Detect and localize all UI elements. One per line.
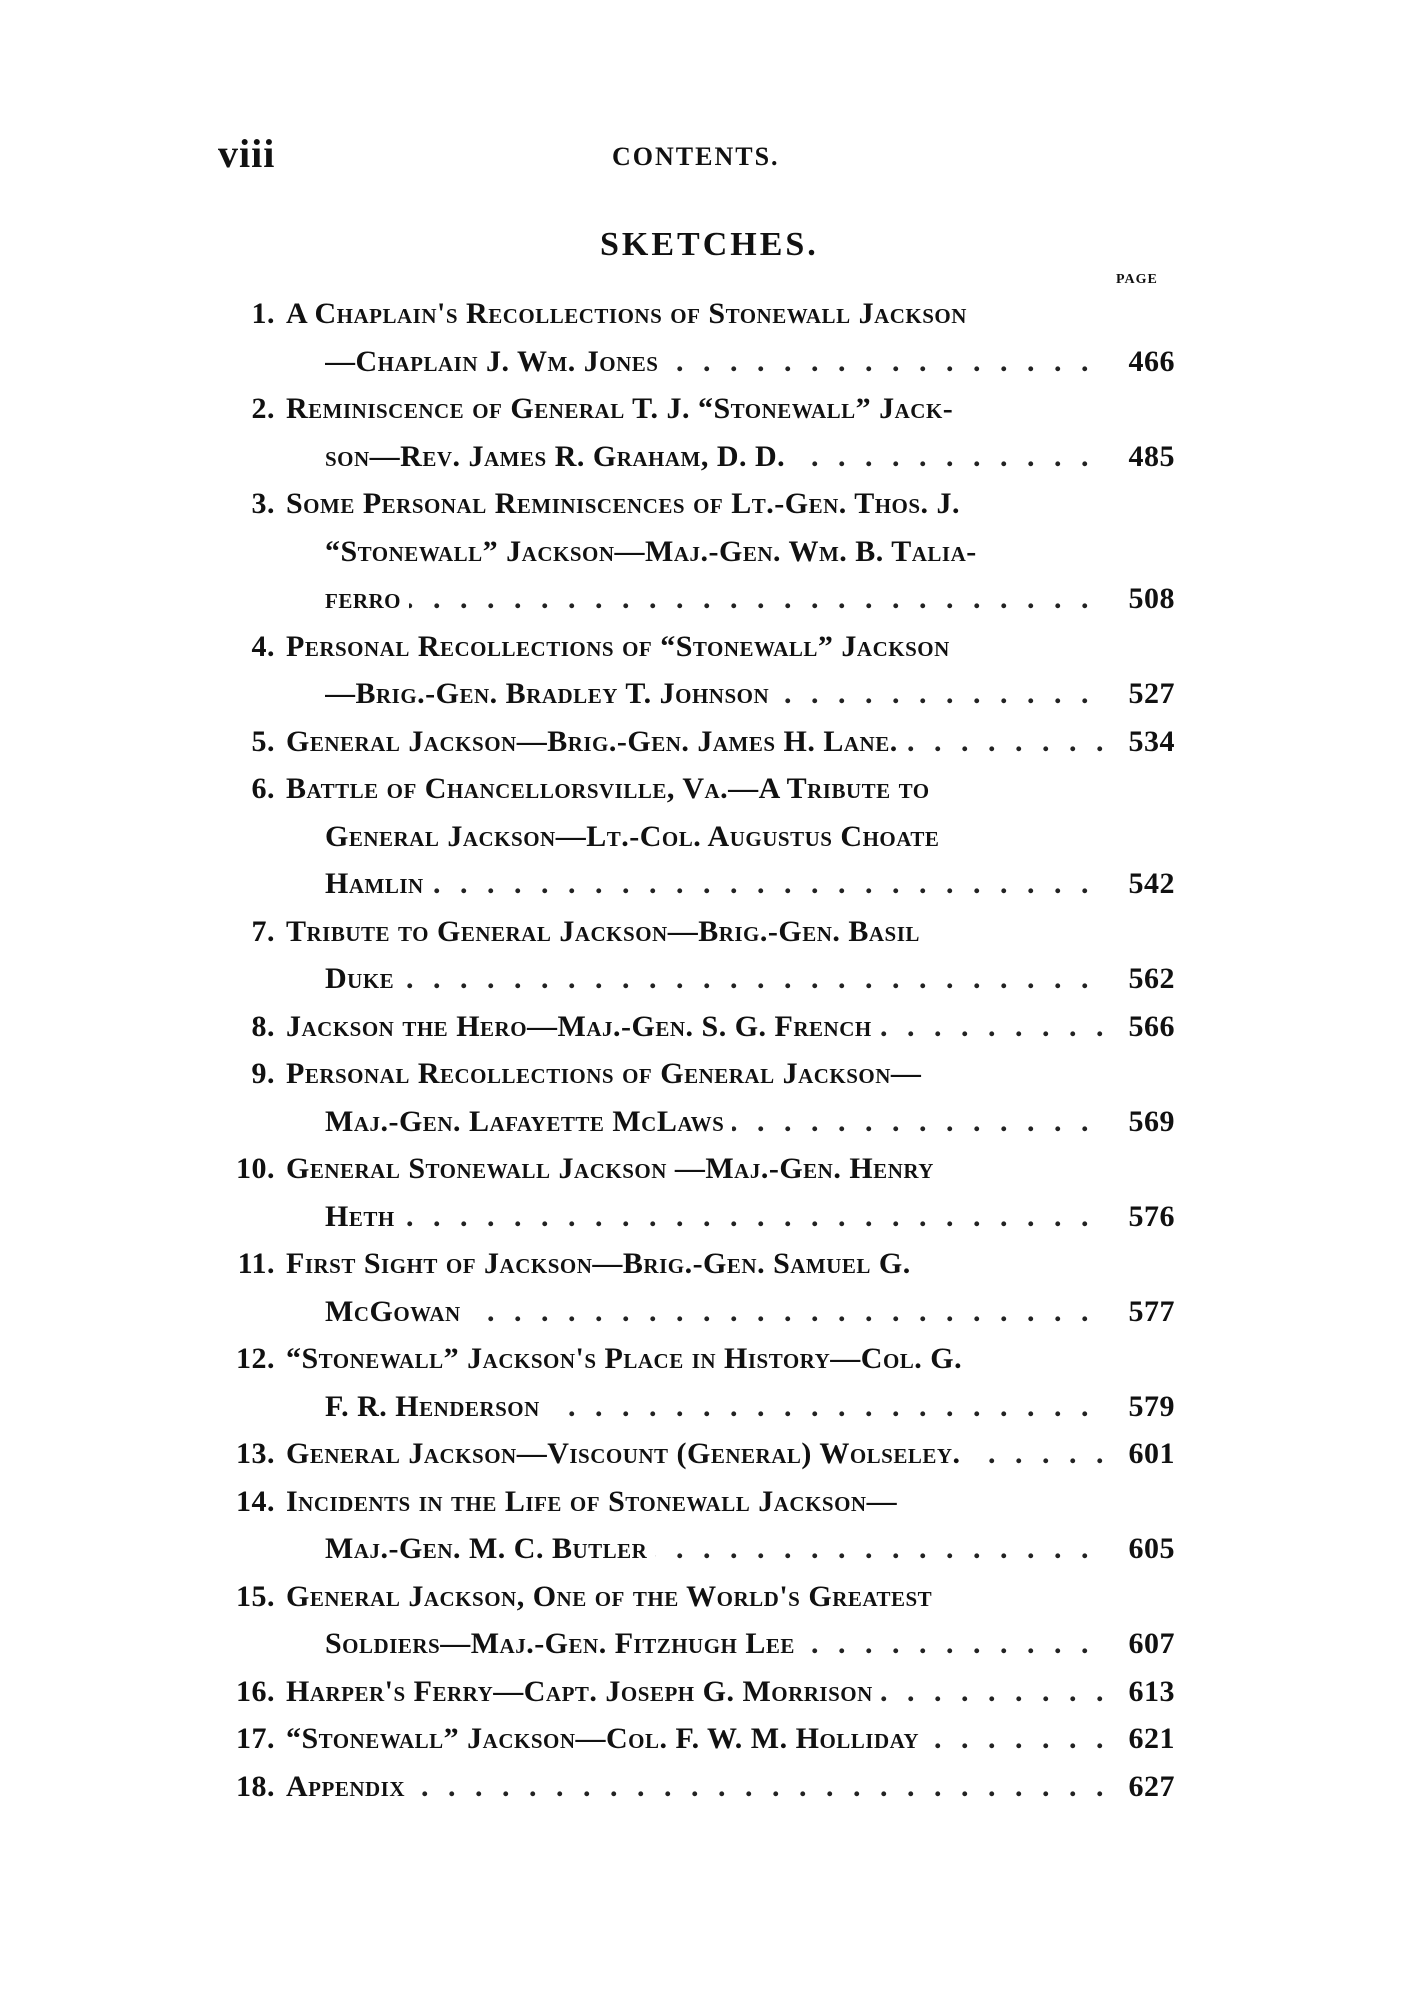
entry-title-text	[286, 908, 1105, 956]
entry-title: General Jackson—Brig.-Gen. James H. Lane.	[286, 725, 906, 758]
entry-number: 1.	[251, 297, 275, 330]
entry-title-text	[325, 575, 1105, 623]
entry-number: 6.	[251, 772, 275, 805]
entry-page-number: 566	[1128, 1009, 1175, 1043]
entry-page-number: 562	[1128, 962, 1175, 995]
entry-title: Some Personal Reminiscences of Lt.-Gen. Thos. J.	[286, 487, 968, 520]
entry-title-text	[325, 955, 1105, 1003]
entry-title: Maj.-Gen. M. C. Butler	[325, 1532, 655, 1565]
toc-entry-line	[215, 860, 1175, 908]
entry-title: Tribute to General Jackson—Brig.-Gen. Basil	[286, 915, 928, 948]
entry-page-number: 466	[1128, 344, 1175, 378]
toc-entry-line	[215, 1098, 1175, 1146]
entry-title-text	[286, 1573, 1105, 1621]
entry-title-text	[286, 623, 1105, 671]
toc-entry-line	[215, 575, 1175, 623]
entry-title: son—Rev. James R. Graham, D. D.	[325, 440, 793, 473]
entry-title-text	[286, 1715, 1105, 1763]
entry-title-text	[286, 1478, 1105, 1526]
entry-title: ferro	[325, 582, 409, 615]
toc-entry	[215, 1430, 1175, 1478]
entry-title: General Jackson, One of the World's Greatest	[286, 1580, 940, 1613]
entry-number: 7.	[251, 914, 275, 948]
toc-entry	[215, 1240, 1175, 1335]
running-head: CONTENTS.	[612, 142, 780, 171]
entry-title-text	[286, 1335, 1105, 1383]
toc-entry	[215, 1145, 1175, 1240]
toc-entry-line	[215, 1430, 1175, 1478]
entry-number: 10.	[236, 1152, 275, 1185]
entry-title: Incidents in the Life of Stonewall Jackson—	[286, 1485, 905, 1518]
entry-page-number: 579	[1128, 1389, 1175, 1423]
entry-title: Soldiers—Maj.-Gen. Fitzhugh Lee	[325, 1627, 803, 1660]
entry-number: 4.	[251, 629, 275, 663]
entry-title: F. R. Henderson	[325, 1390, 548, 1423]
entry-number: 12.	[236, 1342, 275, 1375]
entry-number: 3.	[251, 487, 275, 520]
toc-entry-line	[215, 1715, 1175, 1763]
entry-number: 18.	[236, 1769, 275, 1803]
entry-title: Appendix	[286, 1770, 413, 1803]
entry-page-number: 627	[1128, 1769, 1175, 1803]
entry-title: Reminiscence of General T. J. “Stonewall” Jack-	[286, 392, 961, 425]
toc-entry-line	[215, 1193, 1175, 1241]
entry-page-number: 621	[1128, 1722, 1175, 1755]
entry-page-number: 605	[1128, 1532, 1175, 1565]
entry-title-text	[325, 1193, 1105, 1241]
entry-title: —Brig.-Gen. Bradley T. Johnson	[325, 677, 777, 710]
entry-title-text	[286, 1240, 1105, 1288]
section-title: SKETCHES.	[600, 226, 819, 263]
entry-title-text	[325, 1525, 1105, 1573]
toc-entry-line	[215, 1668, 1175, 1716]
entry-number: 13.	[236, 1437, 275, 1470]
toc-entry-line	[215, 1525, 1175, 1573]
entry-title: A Chaplain's Recollections of Stonewall Jackson	[286, 297, 975, 330]
entry-number: 8.	[251, 1009, 275, 1043]
toc-entry-line	[215, 528, 1175, 576]
entry-page-number: 542	[1128, 867, 1175, 900]
entry-title: First Sight of Jackson—Brig.-Gen. Samuel G.	[286, 1247, 919, 1280]
toc-entry-line	[215, 1478, 1175, 1526]
entry-page-number: 569	[1128, 1104, 1175, 1138]
toc-entry	[215, 765, 1175, 908]
toc-entry	[215, 1335, 1175, 1430]
entry-title-text	[325, 433, 1105, 481]
entry-title: Duke	[325, 962, 402, 995]
toc-entry	[215, 1668, 1175, 1716]
entry-title-text	[325, 1288, 1105, 1336]
entry-number: 14.	[236, 1484, 275, 1518]
entry-title-text	[286, 1003, 1105, 1051]
entry-number: 9.	[251, 1057, 275, 1090]
entry-title-text	[286, 718, 1105, 766]
toc-entry-line	[215, 670, 1175, 718]
entry-number: 15.	[236, 1579, 275, 1613]
entry-title-text	[325, 338, 1105, 386]
entry-title: McGowan	[325, 1295, 469, 1328]
entry-title-text	[325, 813, 1105, 861]
entry-title-text	[325, 1620, 1105, 1668]
toc-entry-line	[215, 623, 1175, 671]
toc-entry-line	[215, 1573, 1175, 1621]
entry-title: —Chaplain J. Wm. Jones	[325, 345, 666, 378]
entry-title-text	[286, 290, 1105, 338]
toc-entry-line	[215, 1288, 1175, 1336]
entry-title-text	[325, 670, 1105, 718]
toc-entry-line	[215, 955, 1175, 1003]
entry-title: “Stonewall” Jackson—Col. F. W. M. Holliday	[286, 1722, 927, 1755]
entry-title-text	[325, 528, 1105, 576]
entry-title-text	[325, 860, 1105, 908]
toc-entry-line	[215, 1145, 1175, 1193]
toc-entry-line	[215, 338, 1175, 386]
entry-title: Personal Recollections of “Stonewall” Jackson	[286, 630, 958, 663]
entry-page-number: 534	[1128, 724, 1175, 758]
entry-number: 17.	[236, 1722, 275, 1755]
entry-page-number: 601	[1128, 1437, 1175, 1470]
entry-title-text	[325, 1098, 1105, 1146]
toc-entry-line	[215, 1763, 1175, 1811]
toc-entry-line	[215, 433, 1175, 481]
toc-entry	[215, 1003, 1175, 1051]
entry-title: Harper's Ferry—Capt. Joseph G. Morrison	[286, 1675, 881, 1708]
entry-title: “Stonewall” Jackson—Maj.-Gen. Wm. B. Talia-	[325, 535, 985, 568]
entry-title-text	[325, 1383, 1105, 1431]
toc-entry	[215, 290, 1175, 385]
toc-entry-line	[215, 1240, 1175, 1288]
toc-entry	[215, 908, 1175, 1003]
toc-entry-line	[215, 1050, 1175, 1098]
toc-entry	[215, 385, 1175, 480]
entry-title: General Jackson—Lt.-Col. Augustus Choate	[325, 820, 947, 853]
entry-number: 16.	[236, 1674, 275, 1708]
entry-title: Jackson the Hero—Maj.-Gen. S. G. French	[286, 1010, 880, 1043]
toc-entry-line	[215, 813, 1175, 861]
toc-entry-line	[215, 718, 1175, 766]
entry-number: 5.	[251, 724, 275, 758]
toc-entry	[215, 1478, 1175, 1573]
toc-entry-line	[215, 908, 1175, 956]
entry-title-text	[286, 1430, 1105, 1478]
entry-title-text	[286, 1050, 1105, 1098]
toc-entry-line	[215, 1335, 1175, 1383]
page-column-label: PAGE	[1116, 272, 1158, 287]
toc-entry	[215, 1050, 1175, 1145]
entry-title: Heth	[325, 1200, 403, 1233]
entry-title-text	[286, 385, 1105, 433]
entry-title: General Jackson—Viscount (General) Wolseley.	[286, 1437, 969, 1470]
entry-page-number: 527	[1128, 677, 1175, 710]
toc-entry	[215, 1715, 1175, 1763]
entry-page-number: 508	[1128, 582, 1175, 615]
entry-title-text	[286, 765, 1105, 813]
entry-page-number: 485	[1128, 439, 1175, 473]
page-folio: viii	[218, 131, 276, 176]
entry-page-number: 613	[1128, 1674, 1175, 1708]
toc-entry	[215, 718, 1175, 766]
toc-entry-line	[215, 385, 1175, 433]
toc-entry-line	[215, 1003, 1175, 1051]
entry-number: 11.	[237, 1247, 275, 1280]
toc-entry-line	[215, 1383, 1175, 1431]
entry-page-number: 576	[1128, 1199, 1175, 1233]
toc-entry-line	[215, 1620, 1175, 1668]
toc-entry-line	[215, 765, 1175, 813]
toc-entry-line	[215, 480, 1175, 528]
entry-title: Maj.-Gen. Lafayette McLaws	[325, 1105, 732, 1138]
entry-title: “Stonewall” Jackson's Place in History—Col. G.	[286, 1342, 970, 1375]
entry-page-number: 577	[1128, 1294, 1175, 1328]
toc-entry-line	[215, 290, 1175, 338]
entry-title-text	[286, 1763, 1105, 1811]
entry-number: 2.	[251, 392, 275, 425]
entry-page-number: 607	[1128, 1627, 1175, 1660]
entry-title-text	[286, 1668, 1105, 1716]
table-of-contents	[215, 290, 1175, 1810]
toc-entry	[215, 623, 1175, 718]
toc-entry	[215, 1573, 1175, 1668]
toc-entry	[215, 480, 1175, 623]
entry-title: Personal Recollections of General Jackson—	[286, 1057, 929, 1090]
entry-title: Hamlin	[325, 867, 432, 900]
entry-title: General Stonewall Jackson —Maj.-Gen. Henry	[286, 1152, 942, 1185]
entry-title-text	[286, 480, 1105, 528]
entry-title: Battle of Chancellorsville, Va.—A Tribute to	[286, 772, 938, 805]
toc-entry	[215, 1763, 1175, 1811]
entry-title-text	[286, 1145, 1105, 1193]
